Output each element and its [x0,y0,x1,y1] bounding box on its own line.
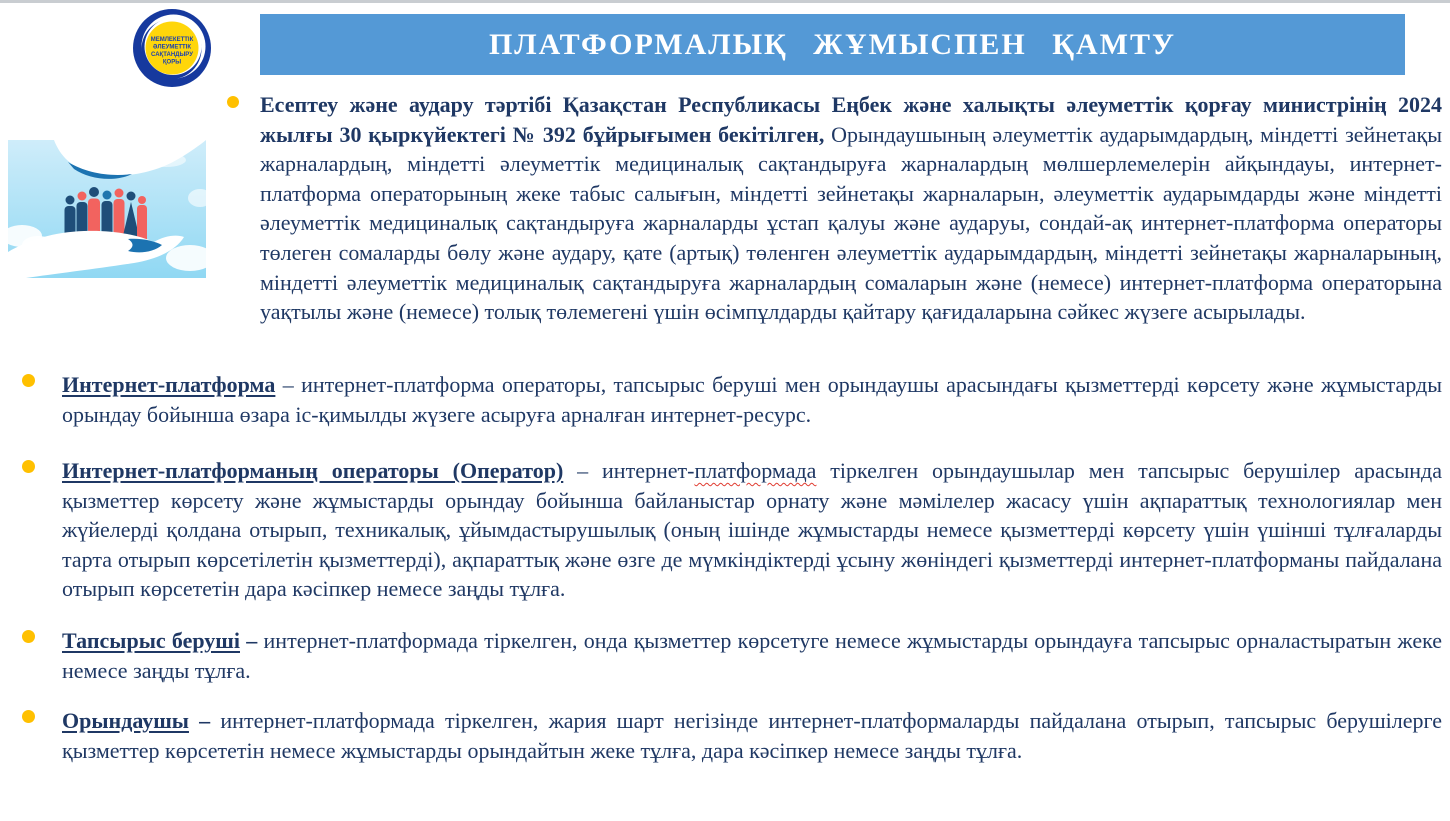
definition-internet-platform [62,370,1442,429]
definition-body: интернет-платформада тіркелген, жария шарт негізінде интернет-платформаларды пайдалана отырып, тапсырыс берушілерге қызметтер көрсететін немесе жұмыстарды орындайтын жеке тұлға, дара кәсіпкер немесе заңды тұлға. [62,708,1443,763]
definition-body: интернет-платформада тіркелген, онда қызметтер көрсетуге немесе жұмыстарды орындауға тапсырыс орналастыратын жеке немесе заңды тұлға. [62,628,1443,683]
bullet-icon [22,374,35,387]
definition-customer [62,626,1442,685]
bullet-icon [227,96,239,108]
title-banner [260,14,1405,75]
state-social-insurance-fund-logo [132,8,212,88]
fund-logo-text-line: ӘЛЕУМЕТТІК [153,44,191,51]
definition-body: интернет- [602,458,695,483]
definition-body: тіркелген орындаушылар мен тапсырыс берушілер арасында қызметтер көрсету және жұмыстарды орындау бойынша байланыстар орнату және мәмілелер жасасу үшін ақпараттық технологиялар мен жүйелерді қолдана отырып, техникалық, ұйымдастырушылық (оның ішінде жұмыстарды немесе қызметтерді көрсету үшін үшінші тұлғаларды тарта отырып көрсетілетін қызметтерді), ақпараттық және өзге де мүмкіндіктерді ұсыну жөніндегі қызметтерді интернет-платформаны пайдалана отырып көрсететін дара кәсіпкер немесе заңды тұлға. [62,458,1443,602]
definition-separator: – [240,628,264,653]
hands-illustration-icon [8,140,206,278]
definition-platform-operator [62,456,1442,604]
definition-separator: – [563,458,603,483]
fund-logo-text-line: САҚТАНДЫРУ [151,52,193,58]
bullet-icon [22,630,35,643]
definition-separator: – [188,708,221,733]
definition-executor [62,706,1442,765]
slide-title: ПЛАТФОРМАЛЫҚ ЖҰМЫСПЕН ҚАМТУ [488,27,1177,61]
fund-logo-text-line: МЕМЛЕКЕТТІК [150,37,194,43]
fund-logo-text-line: ҚОРЫ [162,59,182,66]
intro-body: Орындаушының әлеуметтік аударымдардың, міндетті зейнетақы жарналардың, міндетті әлеуметтік медициналық сақтандыруға жарналардың мөлшерлемелерін айқындауы, интернет-платформа операторының жеке табыс салығын, міндетті зейнетақы жарналарын, әлеуметтік аударымдарды және міндетті әлеуметтік медициналық сақтандыруға жарналарды ұстап қалуы және аударуы, сондай-ақ интернет-платформа операторы төлеген сомаларды бөлу және аудару, қате (артық) төленген әлеуметтік аударымдардың, міндетті зейнетақы жарналарының, міндетті әлеуметтік медициналық сақтандыруға жарналардың сомаларын және (немесе) интернет-платформа операторына уақтылы және (немесе) толық төлемегені үшін өсімпұлдарды қайтару қағидаларына сәйкес жүзеге асырылады. [260,121,1442,325]
spellcheck-flagged-word: платформада [694,458,817,483]
intro-lead: Есептеу және аудару тәртібі Қазақстан Республикасы Еңбек және халықты әлеуметтік қорғау министрінің 2024 жылғы 30 қыркүйектегі № 392 бұйрығымен бекітілген, [260,92,1442,147]
hands-protecting-people-illustration [8,140,206,278]
definition-term: Орындаушы [62,708,189,733]
definition-term: Тапсырыс беруші [62,628,240,653]
definition-body: интернет-платформа операторы, тапсырыс беруші мен орындаушы арасындағы қызметтерді көрсету және жұмыстарды орындау бойынша өзара іс-қимылды жүзеге асыруға арналған интернет-ресурс. [62,372,1443,427]
bullet-icon [22,460,35,473]
intro-paragraph [260,90,1442,327]
definition-term: Интернет-платформаның операторы (Оператор) [62,458,564,483]
definition-separator: – [275,372,302,397]
definition-term: Интернет-платформа [62,372,276,397]
slide-top-border [0,0,1450,3]
fund-logo-icon [132,8,212,88]
bullet-icon [22,710,35,723]
